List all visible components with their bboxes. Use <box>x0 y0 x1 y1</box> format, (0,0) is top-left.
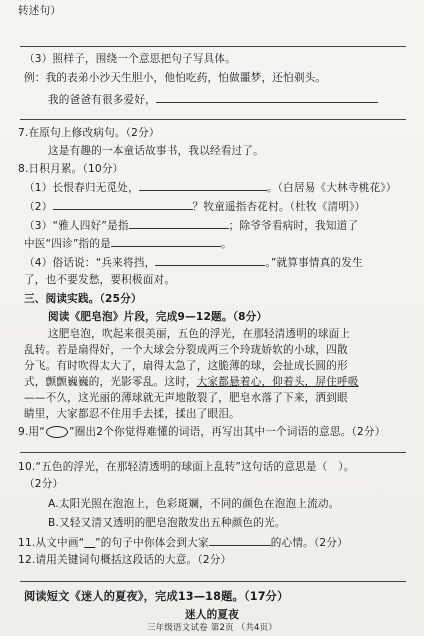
q11 <box>18 535 410 550</box>
q7-prompt: 7.在原句上修改病句。（2分） <box>18 127 160 139</box>
q7-sentence: 这是有趣的一本童话故事书，我以经看过了。 <box>48 145 264 157</box>
passage-line: 乱转。若是扇得好，一个大球会分裂成两三个玲珑娇软的小球，四散 <box>24 344 348 356</box>
passage-line: 睛里，大家都忍不住用手去揉，揉出了眼泪。 <box>24 408 240 420</box>
q11-text: 11.从文中画“ <box>18 537 85 549</box>
q3-answer-blank[interactable] <box>156 92 378 103</box>
q8-line3 <box>24 218 410 233</box>
passage-title: 迷人的夏夜 <box>185 609 239 621</box>
passage-line: 这肥皂泡，吹起来很美丽，五色的浮光，在那轻清透明的球面上 <box>48 328 351 340</box>
page-footer: 三年级语文试卷 第2页 （共4页） <box>146 623 278 633</box>
q11-underline <box>84 537 95 549</box>
q8-l2-text: ？牧童遥指杏花村。（杜牧《清明》） <box>192 201 366 213</box>
q3-prompt: （3）照样子，围绕一个意思把句子写具体。 <box>24 53 237 65</box>
q8-l1-source: 。（白居易《大林寺桃花》） <box>266 182 397 194</box>
top-fragment: 转述句） <box>18 5 62 17</box>
q8-blank-4[interactable] <box>111 236 221 247</box>
q10-points: （2分） <box>24 478 64 490</box>
q8-l3-end: 。 <box>220 238 232 250</box>
q11-text2: ”的句子中你体会到大家 <box>95 537 209 549</box>
underlined-sentence: 大家都悬着心，仰着头，屏住呼吸 <box>196 376 359 388</box>
reading-intro: 阅读《肥皂泡》片段，完成9—12题。（8分） <box>48 311 268 323</box>
q8-prompt: 8.日积月累。（10分） <box>18 163 124 175</box>
q8-line1 <box>24 180 410 195</box>
passage-line: 分飞。有时吹得太大了，扇得太急了，这脆薄的球，会扯成长圆的形 <box>24 360 348 372</box>
passage-line: ——不久，这光丽的薄球就无声地散裂了，肥皂水落了下来，洒到眼 <box>24 392 348 404</box>
q9 <box>18 425 410 439</box>
section3-heading: 三、阅读实践。（25分） <box>24 293 142 305</box>
passage-line <box>24 375 410 389</box>
next-reading-intro: 阅读短文《迷人的夏夜》，完成13—18题。（17分） <box>24 590 289 603</box>
q9-text: 9.用“ <box>18 426 45 438</box>
q12: 12.请用关键词句概括这段话的大意。（2分） <box>18 554 232 566</box>
q8-blank-1[interactable] <box>139 180 267 191</box>
q3-example: 例：我的表弟小沙天生胆小，他怕吃药，怕做噩梦，还怕剃头。 <box>24 72 327 84</box>
passage-text: 式，颤颤巍巍的，光影零乱。这时， <box>24 376 197 388</box>
q8-l3-text: （3）“雅人四好”是指 <box>24 220 129 232</box>
q8-line4b: 了，也不要发愁，要积极面对。 <box>24 274 176 286</box>
q8-l4-text2: 。”就算事情真的发生 <box>265 257 363 269</box>
q8-line3b <box>24 236 410 251</box>
q8-line2 <box>24 199 410 214</box>
q8-blank-2[interactable] <box>53 199 193 210</box>
answer-line <box>20 452 406 453</box>
q8-l4-text: （4）俗话说：“兵来将挡， <box>24 257 156 269</box>
q8-line4 <box>24 255 410 270</box>
q8-blank-5[interactable] <box>155 255 265 266</box>
q3-task-text: 我的爸爸有很多爱好， <box>48 94 156 106</box>
q8-l3-text2: ；除爷爷看病时，我知道了 <box>228 220 359 232</box>
q9-text2: ”圈出2个你觉得难懂的词语，再写出其中一个词语的意思。（2分） <box>69 426 386 438</box>
q11-blank[interactable] <box>209 535 271 546</box>
answer-line <box>20 46 406 47</box>
q10: 10.“五色的浮光，在那轻清透明的球面上乱转”这句话的意思是（ ）。 <box>18 461 355 473</box>
q3-task <box>48 92 410 107</box>
q11-text3: 的心情。（2分） <box>270 537 348 549</box>
answer-line <box>20 581 406 582</box>
answer-line <box>20 119 406 120</box>
q8-l3-text3: 中医“四诊”指的是 <box>24 238 111 250</box>
circle-icon <box>46 426 68 438</box>
q8-l1-text: （1）长恨春归无觅处， <box>24 182 139 194</box>
option-b[interactable]: B.又轻又清又透明的肥皂泡散发出五种颜色的光。 <box>48 517 286 529</box>
q8-l2-num: （2） <box>24 201 53 213</box>
option-a[interactable]: A.太阳光照在泡泡上，色彩斑斓，不同的颜色在泡泡上流动。 <box>48 498 340 510</box>
q8-blank-3[interactable] <box>129 218 229 229</box>
